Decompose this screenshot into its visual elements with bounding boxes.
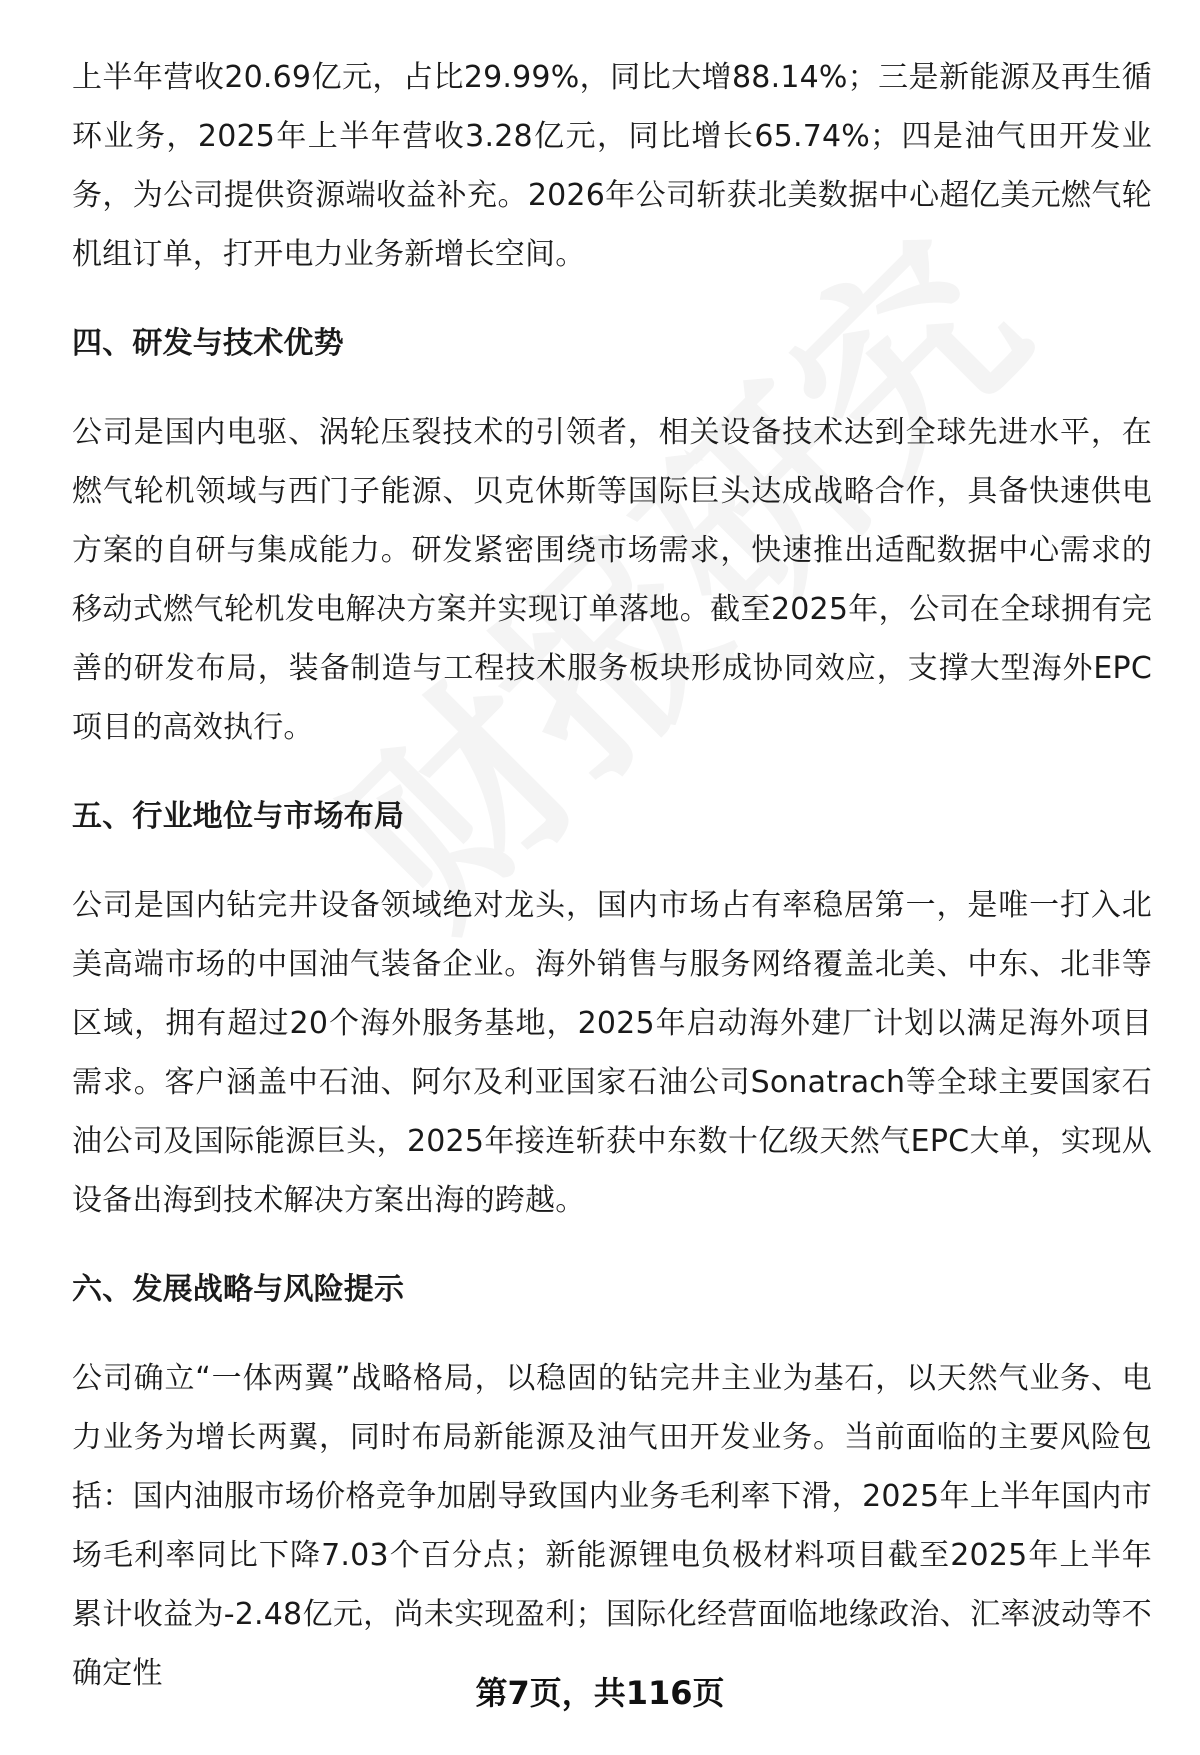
section-gap [72, 757, 1152, 787]
section-gap [72, 846, 1152, 876]
section-body-strategy: 公司确立“一体两翼”战略格局，以稳固的钻完井主业为基石，以天然气业务、电力业务为增长两翼，同时布局新能源及油气田开发业务。当前面临的主要风险包括：国内油服市场价格竞争加剧导致国内业务毛利率下滑，2025年上半年国内市场毛利率同比下降7.03个百分点；新能源锂电负极材料项目截至2025年上半年累计收益为-2.48亿元，尚未实现盈利；国际化经营面临地缘政治、汇率波动等不确定性 [72, 1361, 1152, 1691]
document-body [72, 48, 1152, 1703]
page-number-footer: 第7页，共116页 [475, 1674, 725, 1712]
section-heading-strategy: 六、发展战略与风险提示 [72, 1272, 405, 1307]
section-heading-rd: 四、研发与技术优势 [72, 326, 344, 361]
section-heading-market: 五、行业地位与市场布局 [72, 799, 405, 834]
section-gap [72, 284, 1152, 314]
section-gap [72, 1319, 1152, 1349]
section-body-market: 公司是国内钻完井设备领域绝对龙头，国内市场占有率稳居第一，是唯一打入北美高端市场的中国油气装备企业。海外销售与服务网络覆盖北美、中东、北非等区域，拥有超过20个海外服务基地，2025年启动海外建厂计划以满足海外项目需求。客户涵盖中石油、阿尔及利亚国家石油公司Sonatrach等全球主要国家石油公司及国际能源巨头，2025年接连斩获中东数十亿级天然气EPC大单，实现从设备出海到技术解决方案出海的跨越。 [72, 888, 1152, 1218]
section-gap [72, 1230, 1152, 1260]
section-body-rd: 公司是国内电驱、涡轮压裂技术的引领者，相关设备技术达到全球先进水平，在燃气轮机领域与西门子能源、贝克休斯等国际巨头达成战略合作，具备快速供电方案的自研与集成能力。研发紧密围绕市场需求，快速推出适配数据中心需求的移动式燃气轮机发电解决方案并实现订单落地。截至2025年，公司在全球拥有完善的研发布局，装备制造与工程技术服务板块形成协同效应，支撑大型海外EPC项目的高效执行。 [72, 415, 1152, 745]
section-gap [72, 373, 1152, 403]
intro-paragraph: 上半年营收20.69亿元，占比29.99%，同比大增88.14%；三是新能源及再生循环业务，2025年上半年营收3.28亿元，同比增长65.74%；四是油气田开发业务，为公司提供资源端收益补充。2026年公司斩获北美数据中心超亿美元燃气轮机组订单，打开电力业务新增长空间。 [72, 60, 1152, 272]
